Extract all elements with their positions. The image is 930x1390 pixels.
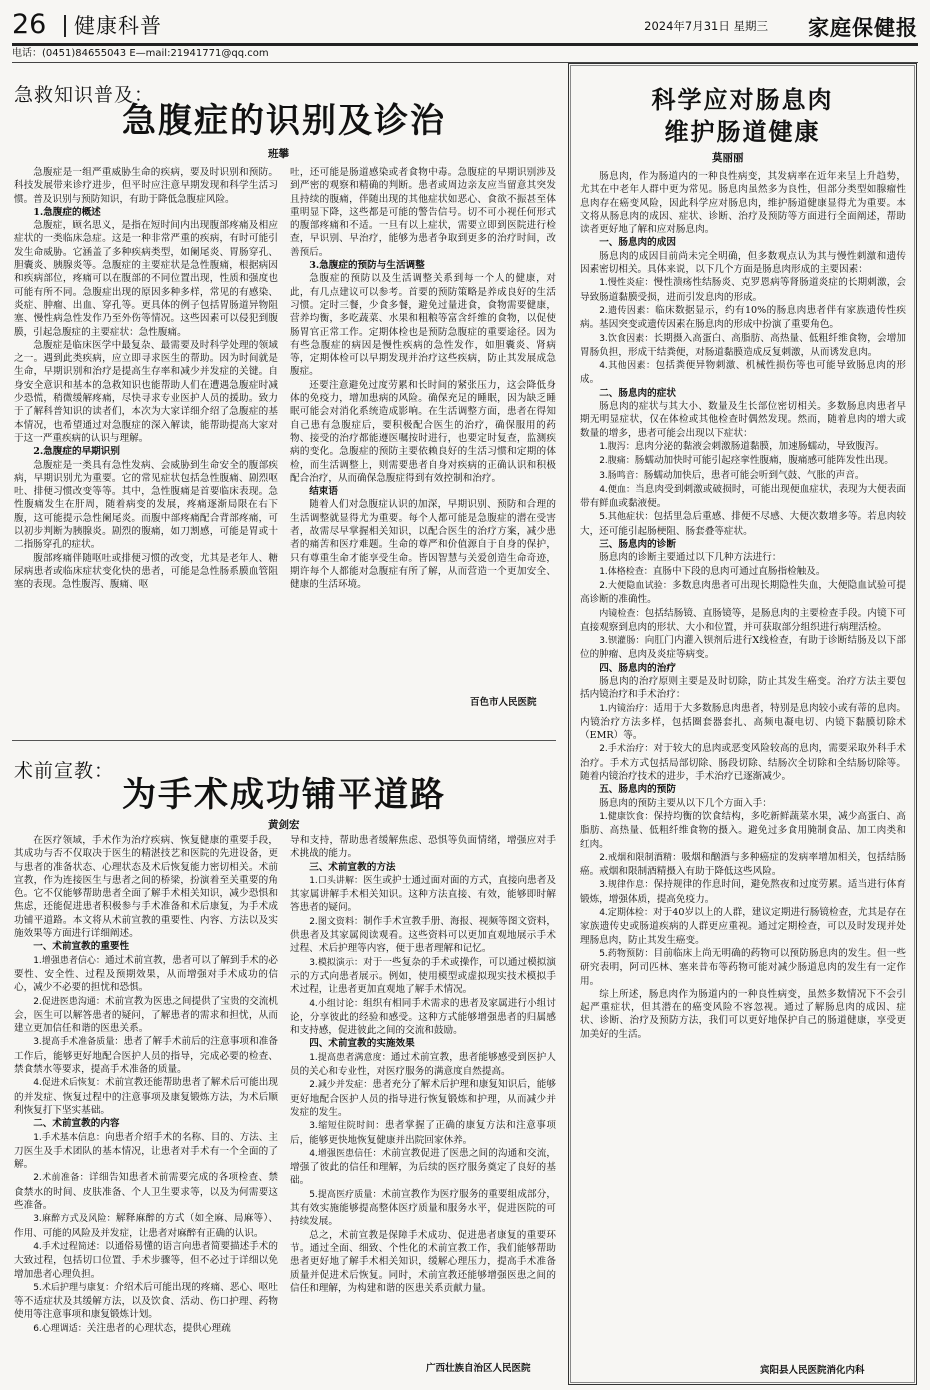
article2-column-2 [290, 834, 556, 1354]
list-item-text: 慢性溃疡性结肠炎、克罗恩病等肾肠道炎症的长期刺激，会导致肠道黏膜受损，进而引发息肉的形成。 [580, 277, 906, 303]
list-item [14, 1131, 278, 1172]
list-item [580, 469, 906, 483]
list-item-lead: 4.促进术后恢复： [33, 1078, 105, 1089]
contact-info: 电话：(0451)84655043 E—mail:21941771@qq.com [12, 48, 269, 59]
section-heading: 三、术前宣教的方法 [309, 861, 396, 873]
article2-column-1 [14, 834, 278, 1386]
list-item-lead: 4.手术过程简述： [33, 1241, 105, 1252]
list-item-lead: 2.腹痛： [599, 456, 635, 467]
paragraph: 急腹症的预防以及生活调整关系到每一个人的健康，对此，有几点建议可以参考。首要的预防策略是养成良好的生活习惯。定时三餐，少食多餐，避免过量进食，食物需要健康，营养均衡，多吃蔬菜、水果和粗粮等富含纤维的食物，以促使肠胃官正常工作。定期体检也是预防急腹症的重要途径。因为有些急腹症的病因是慢性疾病的急性发作，如胆囊炎、肾病等，定期体检可以早期发现并治疗这些疾病，防止其发展成急腹症。 [290, 273, 556, 378]
list-item-text: 对于一些复杂的手术或操作，可以通过模拟演示的方式向患者展示。例如，使用模型或虚拟现实技术模拟手术过程，让患者更加直观地了解手术情况。 [290, 956, 556, 996]
list-item-text: 保持均衡的饮食结构，多吃新鲜蔬菜水果，减少高蛋白、高脂肪、高热量、低粗纤维食物的摄入。避免过多食用腌制食品、加工肉类和红肉。 [580, 810, 906, 850]
list-item [580, 878, 906, 906]
list-item [580, 851, 906, 879]
list-item-text: 关注患者的心理状态，提供心理疏 [86, 1322, 231, 1334]
list-item-lead: 5.术后护理与康复： [33, 1282, 115, 1293]
list-item-lead: 3.提高手术准备质量： [33, 1037, 124, 1048]
list-item-lead: 3.肠鸣音： [599, 470, 644, 481]
article3-body [580, 170, 906, 1360]
list-item [580, 565, 906, 579]
list-item [290, 1051, 556, 1079]
list-item-lead: 4.定期体检： [599, 908, 653, 919]
list-item-text: 医生或护士通过面对面的方式，直接向患者及其家属讲解手术相关知识。这种方法直接、有效，能够即时解答患者的疑问。 [290, 874, 556, 914]
article1-kicker: 急救知识普及： [14, 84, 155, 106]
list-item-text: 术前宣教作为医疗服务的重要组成部分，其有效实施能够提高整体医疗质量和服务水平，促进医院的可持续发展。 [290, 1188, 556, 1228]
list-item-text: 组织有相同手术需求的患者及家属进行小组讨论，分享彼此的经验和感受。这种方式能够增强患者的归属感和支持感，促进彼此之间的交流和鼓励。 [290, 997, 556, 1037]
article1-source: 百色市人民医院 [470, 697, 537, 708]
article1-column-2 [290, 166, 556, 686]
list-item-text: 吸烟和酗酒与多种癌症的发病率增加相关，包括结肠癌。戒烟和限制酒精摄入有助于降低这些风险。 [580, 851, 906, 878]
list-item [14, 1240, 278, 1281]
list-item-text: 长期摄入高蛋白、高脂肪、高热量、低粗纤维食物，会增加胃肠负担，形成干结粪便，对肠道黏膜造成反复刺激，从而诱发息肉。 [580, 332, 906, 358]
article3-source: 宾阳县人民医院消化内科 [760, 1365, 865, 1376]
header-divider [64, 15, 66, 37]
list-item-text: 解释麻醉的方式（如全麻、局麻等）、作用、可能的风险及并发症，让患者对麻醉有正确的认识。 [14, 1213, 278, 1239]
publication-date: 2024年7月31日 星期三 [644, 19, 768, 33]
list-item-text: 术前宣教促进了医患之间的沟通和交流，增强了彼此的信任和理解，为后续的医疗服务奠定了良好的基础。 [290, 1147, 556, 1187]
list-item [14, 1035, 278, 1076]
article-divider [12, 740, 556, 741]
list-item [580, 440, 906, 454]
page-number: 26 [12, 9, 47, 40]
list-item-lead: 5.提高医疗质量： [309, 1189, 382, 1200]
list-item [580, 359, 906, 387]
list-item [580, 304, 906, 332]
article1-column-1 [14, 166, 278, 736]
paragraph: 急腹症是临床医学中最复杂、最需要及时科学处理的领域之一。遇到此类疾病，应立即寻求医生的帮助。因为时间就是生命，早期识别和治疗是提高生存率和减少并发症的关键。自身安全意识和基本的急救知识也能帮助人们在遭遇急腹症时减少恐慌，稍微缓解疼痛，尽快寻求专业医护人员的援助。致力于了解科普知识的读者们，本次为大家详细介绍了急腹症的基本情况，也希望通过对急腹症的深入解读，能帮助提高大家对于这一严重疾病的认识与理解。 [14, 339, 278, 444]
list-item-lead: 3.规律作息： [599, 880, 654, 891]
list-item-text: 直肠中下段的息肉可通过直肠指检触及。 [652, 565, 826, 577]
article3-author: 莫丽丽 [712, 152, 744, 164]
section-title: 健康科普 [74, 14, 162, 38]
list-item [290, 1119, 556, 1147]
list-item-text: 多数息肉患者可出现长期隐性失血，大便隐血试验可提高诊断的准确性。 [580, 579, 906, 606]
list-item-lead: 3.麻醉方式及风险： [33, 1214, 116, 1225]
list-item [290, 915, 556, 956]
list-item-text: 临床数据显示，约有10%的肠息肉患者伴有家族遗传性疾病。基因突变或遗传因素在肠息肉的形成中扮演了重要角色。 [580, 304, 906, 331]
list-item-lead: 3.钡灌肠： [599, 636, 645, 647]
list-item-text: 制作手术宣教手册、海报、视频等图文资料，供患者及其家属阅读观看。这些资料可以更加直观地展示手术过程、术后护理等内容，便于患者理解和记忆。 [290, 915, 556, 955]
list-item-lead: 2.手术治疗： [599, 744, 654, 755]
list-item [290, 1147, 556, 1188]
list-item-text: 包括粪便异物刺激、机械性损伤等也可能导致肠息肉的形成。 [580, 360, 906, 386]
paragraph: 急腹症是一类具有急性发病、会威胁到生命安全的腹部疾病，早期识别尤为重要。它的常见症状包括急性腹痛、剧烈呕吐、排便习惯改变等等。其中，急性腹痛是首要临床表现。急性腹痛发生在肝周，随着病变的发展，疼痛逐渐局限在右下腹，这可能提示急性阑尾炎。而腹中部疼痛配合背部疼痛，可以初步判断为胰腺炎。剧烈的腹痛，如刀割感，可能是胃或十二指肠穿孔的症状。 [14, 459, 278, 551]
newspaper-name: 家庭保健报 [808, 15, 918, 40]
paragraph: 综上所述，肠息肉作为肠道内的一种良性病变，虽然多数情况下不会引起严重症状，但其潜在的癌变风险不容忽视。通过了解肠息肉的成因、症状、诊断、治疗及预防方法，我们可以更好地保护自己的肠道健康，享受更加美好的生活。 [580, 988, 906, 1040]
list-item-lead: 1.慢性炎症： [599, 278, 654, 289]
list-item-lead: 3.模拟演示： [309, 957, 364, 968]
list-item [290, 1188, 556, 1229]
list-item-lead: 2.术前准备： [33, 1173, 90, 1184]
list-item-lead: 1.提高患者满意度： [309, 1052, 391, 1063]
list-item-lead: 4.小组讨论： [309, 998, 364, 1009]
list-item-text: 通过术前宣教，患者可以了解到手术的必要性、安全性、过程及预期效果，从而增强对手术成功的信心，减少不必要的担忧和恐惧。 [14, 954, 278, 994]
list-item-lead: 1.内镜治疗： [599, 703, 654, 714]
list-item [580, 332, 906, 360]
list-item-lead: 1.体格检查： [599, 566, 653, 577]
section-heading: 一、肠息肉的成因 [599, 237, 676, 249]
header-rule [12, 43, 918, 46]
list-item-text: 对于较大的息肉或恶变风险较高的息肉，需要采取外科手术治疗。手术方式包括局部切除、肠段切除、结肠次全切除和全结肠切除等。随着内镜治疗技术的进步，手术治疗已逐渐减少。 [580, 743, 906, 783]
list-item-lead: 2.促进医患沟通： [33, 996, 105, 1007]
paragraph: 肠息肉，作为肠道内的一种良性病变，其发病率在近年来呈上升趋势，尤其在中老年人群中更为常见。肠息肉虽然多为良性，但部分类型如腺瘤性息肉存在癌变风险，因此科学应对肠息肉，维护肠道健康显得尤为重要。本文将从肠息肉的成因、症状、诊断、治疗及预防等方面进行全面阐述，帮助读者更好地了解和应对肠息肉。 [580, 171, 906, 236]
section-heading: 四、肠息肉的治疗 [599, 662, 676, 674]
list-item-text: 以通俗易懂的语言向患者简要描述手术的大致过程，包括切口位置、手术步骤等，但不必过于详细以免增加患者心理负担。 [14, 1240, 278, 1280]
list-item-text: 术前宣教为医患之间提供了宝贵的交流机会，医生可以解答患者的疑问，了解患者的需求和担忧，从而建立更加信任和谐的医患关系。 [14, 995, 278, 1035]
section-heading: 结束语 [309, 486, 338, 498]
list-item-lead: 1.手术基本信息： [33, 1132, 105, 1143]
list-item [14, 1212, 278, 1240]
list-item-lead: 2.戒烟和限制酒精： [599, 852, 682, 863]
list-item-text: 向患者介绍手术的名称、目的、方法、主刀医生及手术团队的基本情况，让患者对手术有一个全面的了解。 [14, 1131, 278, 1171]
list-item-text: 当息肉受到刺激或破损时，可能出现便血症状，表现为大便表面带有鲜血或黏液便。 [580, 483, 906, 510]
list-item-lead: 1.腹泻： [599, 441, 635, 452]
list-item [580, 742, 906, 783]
list-item-lead: 6.心理调适： [33, 1323, 87, 1334]
list-item [14, 954, 278, 995]
list-item-text: 详细告知患者术前需要完成的各项检查、禁食禁水的时间、皮肤准备、个人卫生要求等，以及为何需要这些准备。 [14, 1172, 278, 1212]
article2-source: 广西壮族自治区人民医院 [426, 1363, 531, 1374]
list-item-lead: 2.图文资料： [309, 916, 364, 927]
list-item-text: 介绍术后可能出现的疼痛、恶心、呕吐等不适症状及其缓解方法，以及饮食、活动、伤口护理、药物使用等注意事项和康复锻炼计划。 [14, 1281, 278, 1321]
list-item [290, 997, 556, 1038]
list-item-lead: 4.其他因素： [599, 361, 656, 372]
section-heading: 二、术前宣教的内容 [33, 1118, 120, 1130]
section-heading: 3.急腹症的预防与生活调整 [309, 260, 425, 272]
list-item-text: 适用于大多数肠息肉患者，特别是息肉较小或有蒂的息肉。内镜治疗方法多样，包括圈套器套扎、高频电凝电切、内镜下黏膜切除术（EMR）等。 [580, 702, 906, 742]
list-item-text: 肠蠕动加快时可能引起痉挛性腹痛，腹痛感可能阵发性出现。 [634, 455, 894, 467]
paragraph: 腹部疼痛伴随呕吐或排便习惯的改变，尤其是老年人、糖尿病患者或临床症状变化快的患者，可能是急性肠系膜血管阻塞的表现。急性腹泻、腹痛、呕 [14, 552, 278, 591]
list-item [14, 995, 278, 1036]
list-item [580, 276, 906, 304]
list-item [580, 702, 906, 743]
list-item-lead: 1.健康饮食： [599, 811, 654, 822]
paragraph: 还要注意避免过度劳累和长时间的紧张压力，这会降低身体的免疫力，增加患病的风险。确保充足的睡眠，因为缺乏睡眠可能会对消化系统造成影响。在生活调整方面，患者在得知自己患有急腹症后，要积极配合医生的治疗，确保服用的药物、接受的治疗都能遵医嘱按时进行，也要定时复查，监测疾病的变化。急腹症的预防主要依赖良好的生活习惯和定期的体检，而生活调整上，则需要患者自身对疾病的正确认识和积极配合治疗，从而确保急腹症得到有效控制和治疗。 [290, 379, 556, 484]
paragraph: 肠息肉的诊断主要通过以下几种方法进行： [599, 552, 782, 564]
list-item [580, 810, 906, 851]
list-item-lead: 5.药物预防： [599, 948, 654, 959]
list-item-text: 保持规律的作息时间，避免熬夜和过度劳累。适当进行体育锻炼，增强体质，提高免疫力。 [580, 879, 906, 905]
paragraph-continued: 吐，还可能是肠道感染或者食物中毒。急腹症的早期识别涉及到严密的观察和精确的判断。患者或周边亲友应当留意其突发且持续的腹痛，伴随出现的其他症状如恶心、食欲不振甚至体重明显下降，这些都是可能的警告信号。切不可小视任何形式的腹部疼痛和不适。一旦有以上症状，需要立即到医院进行检查，早识别、早治疗，能够为患者争取到更多的治疗时间，改善预后。 [290, 167, 556, 258]
section-heading: 五、肠息肉的预防 [599, 784, 676, 796]
list-item-text: 术前宣教还能帮助患者了解术后可能出现的并发症、恢复过程中的注意事项及康复锻炼方法，为术后顺利恢复打下坚实基础。 [14, 1077, 278, 1116]
list-item-text: 患者了解手术前后的注意事项和准备工作后，能够更好地配合医护人员的指导，完成必要的检查、禁食禁水等要求，提高手术准备的质量。 [14, 1036, 278, 1076]
paragraph: 急腹症是一组严重威胁生命的疾病，要及时识别和预防。科技发展带来诊疗进步，但平时应注意早期发现和科学生活习惯。普及识别与预防知识，有助于降低急腹症风险。 [14, 167, 278, 205]
list-item [14, 1171, 278, 1212]
list-item-text: 患者掌握了正确的康复方法和注意事项后，能够更快地恢复健康并出院回家休养。 [290, 1120, 556, 1146]
list-item [14, 1076, 278, 1117]
article1-title: 急腹症的识别及诊治 [122, 101, 446, 141]
list-item-lead: 2.减少并发症： [309, 1080, 373, 1091]
paragraph: 随着人们对急腹症认识的加深，早期识别、预防和合理的生活调整就显得尤为重要。每个人都可能是急腹症的潜在受害者，故需尽早掌握相关知识，以配合医生的治疗方案，减少患者的痛苦和医疗难题。生命的尊严和价值源自于自身的保护，只有尊重生命才能享受生命。皆因智慧与关爱创造生命奇迹，期许每个人都能对急腹症有所了解，从而营造一个更加安全、健康的生活环境。 [290, 499, 556, 591]
list-item [580, 483, 906, 511]
list-item [580, 906, 906, 947]
paragraph: 肠息肉的预防主要从以下几个方面入手： [599, 797, 772, 809]
list-item [580, 579, 906, 607]
paragraph: 在医疗领域，手术作为治疗疾病、恢复健康的重要手段，其成功与否不仅取决于医生的精湛技艺和医院的先进设备，更与患者的准备状态、心理状态及术后恢复能力密切相关。术前宣教，作为连接医生与患者之间的桥梁，扮演着至关重要的角色。它不仅能够帮助患者全面了解手术相关知识，减少恐惧和焦虑，还能促进患者积极参与手术准备和术后康复，为手术成功铺平道路。本文将从术前宣教的重要性、内容、方法以及实施效果等方面进行详细阐述。 [14, 835, 278, 940]
list-item [580, 947, 906, 988]
paragraph: 肠息肉的成因目前尚未完全明确，但多数观点认为其与慢性刺激和遗传因素密切相关。具体来说，以下几个方面是肠息肉形成的主要因素： [580, 250, 906, 276]
list-item-text: 目前临床上尚无明确的药物可以预防肠息肉的发生。但一些研究表明，阿司匹林、塞来昔布等药物可能对减少肠道息肉的发生有一定作用。 [580, 947, 906, 987]
article2-author: 黄剑宏 [268, 819, 300, 831]
list-item-lead: 5.其他症状： [599, 512, 654, 523]
section-heading: 一、术前宣教的重要性 [33, 941, 130, 953]
list-item-lead: 内镜检查： [599, 608, 645, 619]
list-item-text: 向肛门内灌入钡剂后进行X线检查，有助于诊断结肠及以下部位的肿瘤、息肉及炎症等病变。 [580, 635, 906, 661]
list-item [290, 956, 556, 997]
list-item-text: 肠蠕动加快后，患者可能会听到气鼓、气胀的声音。 [643, 469, 865, 481]
list-item-text: 通过术前宣教，患者能够感受到医护人员的关心和专业性，对医疗服务的满意度自然提高。 [290, 1051, 556, 1078]
list-item-lead: 1.口头讲解： [309, 875, 364, 886]
section-heading: 三、肠息肉的诊断 [599, 539, 676, 551]
article3-title-line2: 维护肠道健康 [664, 117, 821, 146]
section-heading: 四、术前宣教的实施效果 [309, 1038, 415, 1050]
section-heading: 2.急腹症的早期识别 [33, 446, 120, 458]
article2-title: 为手术成功铺平道路 [122, 775, 446, 815]
list-item-text: 息肉分泌的黏液会刺激肠道黏膜，加速肠蠕动，导致腹泻。 [634, 440, 885, 452]
list-item-lead: 4.增强医患信任： [309, 1148, 382, 1159]
paragraph: 总之，术前宣教是保障手术成功、促进患者康复的重要环节。通过全面、细致、个性化的术前宣教工作，我们能够帮助患者更好地了解手术相关知识，缓解心理压力，提高手术准备质量并促进术后恢复。同时，术前宣教还能够增强医患之间的信任和理解，为构建和谐的医患关系贡献力量。 [290, 1229, 556, 1294]
list-item-text: 包括结肠镜、直肠镜等，是肠息肉的主要检查手段。内镜下可直接观察到息肉的形状、大小和位置，并可获取部分组织进行病理活检。 [580, 607, 906, 633]
list-item-text: 包括里急后重感、排便不尽感、大便次数增多等。若息肉较大，还可能引起肠梗阻、肠套叠等症状。 [580, 511, 906, 537]
list-item-lead: 3.饮食因素： [599, 333, 654, 344]
paragraph: 急腹症，顾名思义，是指在短时间内出现腹部疼痛及相应症状的一类临床急症。这是一种非常严重的疾病，有时可能引发生命威胁。它涵盖了多种疾病类型，如阑尾炎、胃肠穿孔、胆囊炎、胰腺炎等。急腹症的主要症状是急性腹痛，根据病因和疾病部位，疼痛可以在腹部的不同位置出现，性质和强度也可能有所不同。急腹症出现的原因多种多样，常见的有感染、炎症、肿瘤、出血、穿孔等。更具体的例子包括胃肠道异物阻塞、慢性病急性发作乃至外伤等情况。这些因素可以侵犯到腹膜，引起急腹症的主要症状：急性腹痛。 [14, 220, 278, 338]
list-item-lead: 3.缩短住院时间： [309, 1121, 385, 1132]
list-item-text: 患者充分了解术后护理和康复知识后，能够更好地配合医护人员的指导进行恢复锻炼和护理，从而减少并发症的发生。 [290, 1079, 556, 1118]
list-item [580, 454, 906, 468]
list-item [580, 510, 906, 538]
list-item [14, 1281, 278, 1322]
paragraph: 肠息肉的治疗原则主要是及时切除，防止其发生癌变。治疗方法主要包括内镜治疗和手术治疗： [580, 675, 906, 701]
list-item-lead: 1.增强患者信心： [33, 955, 105, 966]
list-item-lead: 4.便血： [599, 484, 636, 495]
list-item-text: 对于40岁以上的人群，建议定期进行肠镜检查，尤其是存在家族遗传史或肠道疾病的人群更应重视。通过定期检查，可以及时发现并处理肠息肉，防止其发生癌变。 [580, 907, 906, 946]
list-item [580, 607, 906, 635]
article2-kicker: 术前宣教： [14, 760, 115, 782]
page-header [12, 10, 918, 40]
list-item [290, 874, 556, 915]
list-item-lead: 2.大便隐血试验： [599, 580, 673, 591]
list-item [290, 1078, 556, 1119]
list-item [14, 1322, 278, 1336]
article1-author: 班攀 [268, 148, 289, 160]
list-item-lead: 2.遗传因素： [599, 305, 656, 316]
paragraph-continued: 导和支持，帮助患者缓解焦虑、恐惧等负面情绪，增强应对手术挑战的能力。 [290, 835, 556, 860]
paragraph: 肠息肉的症状与其大小、数量及生长部位密切相关。多数肠息肉患者早期无明显症状，仅在体检或其他检查时偶然发现。然而，随着息肉的增大或数量的增多，患者可能会出现以下症状： [580, 401, 906, 439]
section-heading: 1.急腹症的概述 [33, 206, 101, 218]
article3-title-line1: 科学应对肠息肉 [651, 85, 834, 114]
section-heading: 二、肠息肉的症状 [599, 387, 676, 399]
list-item [580, 634, 906, 662]
